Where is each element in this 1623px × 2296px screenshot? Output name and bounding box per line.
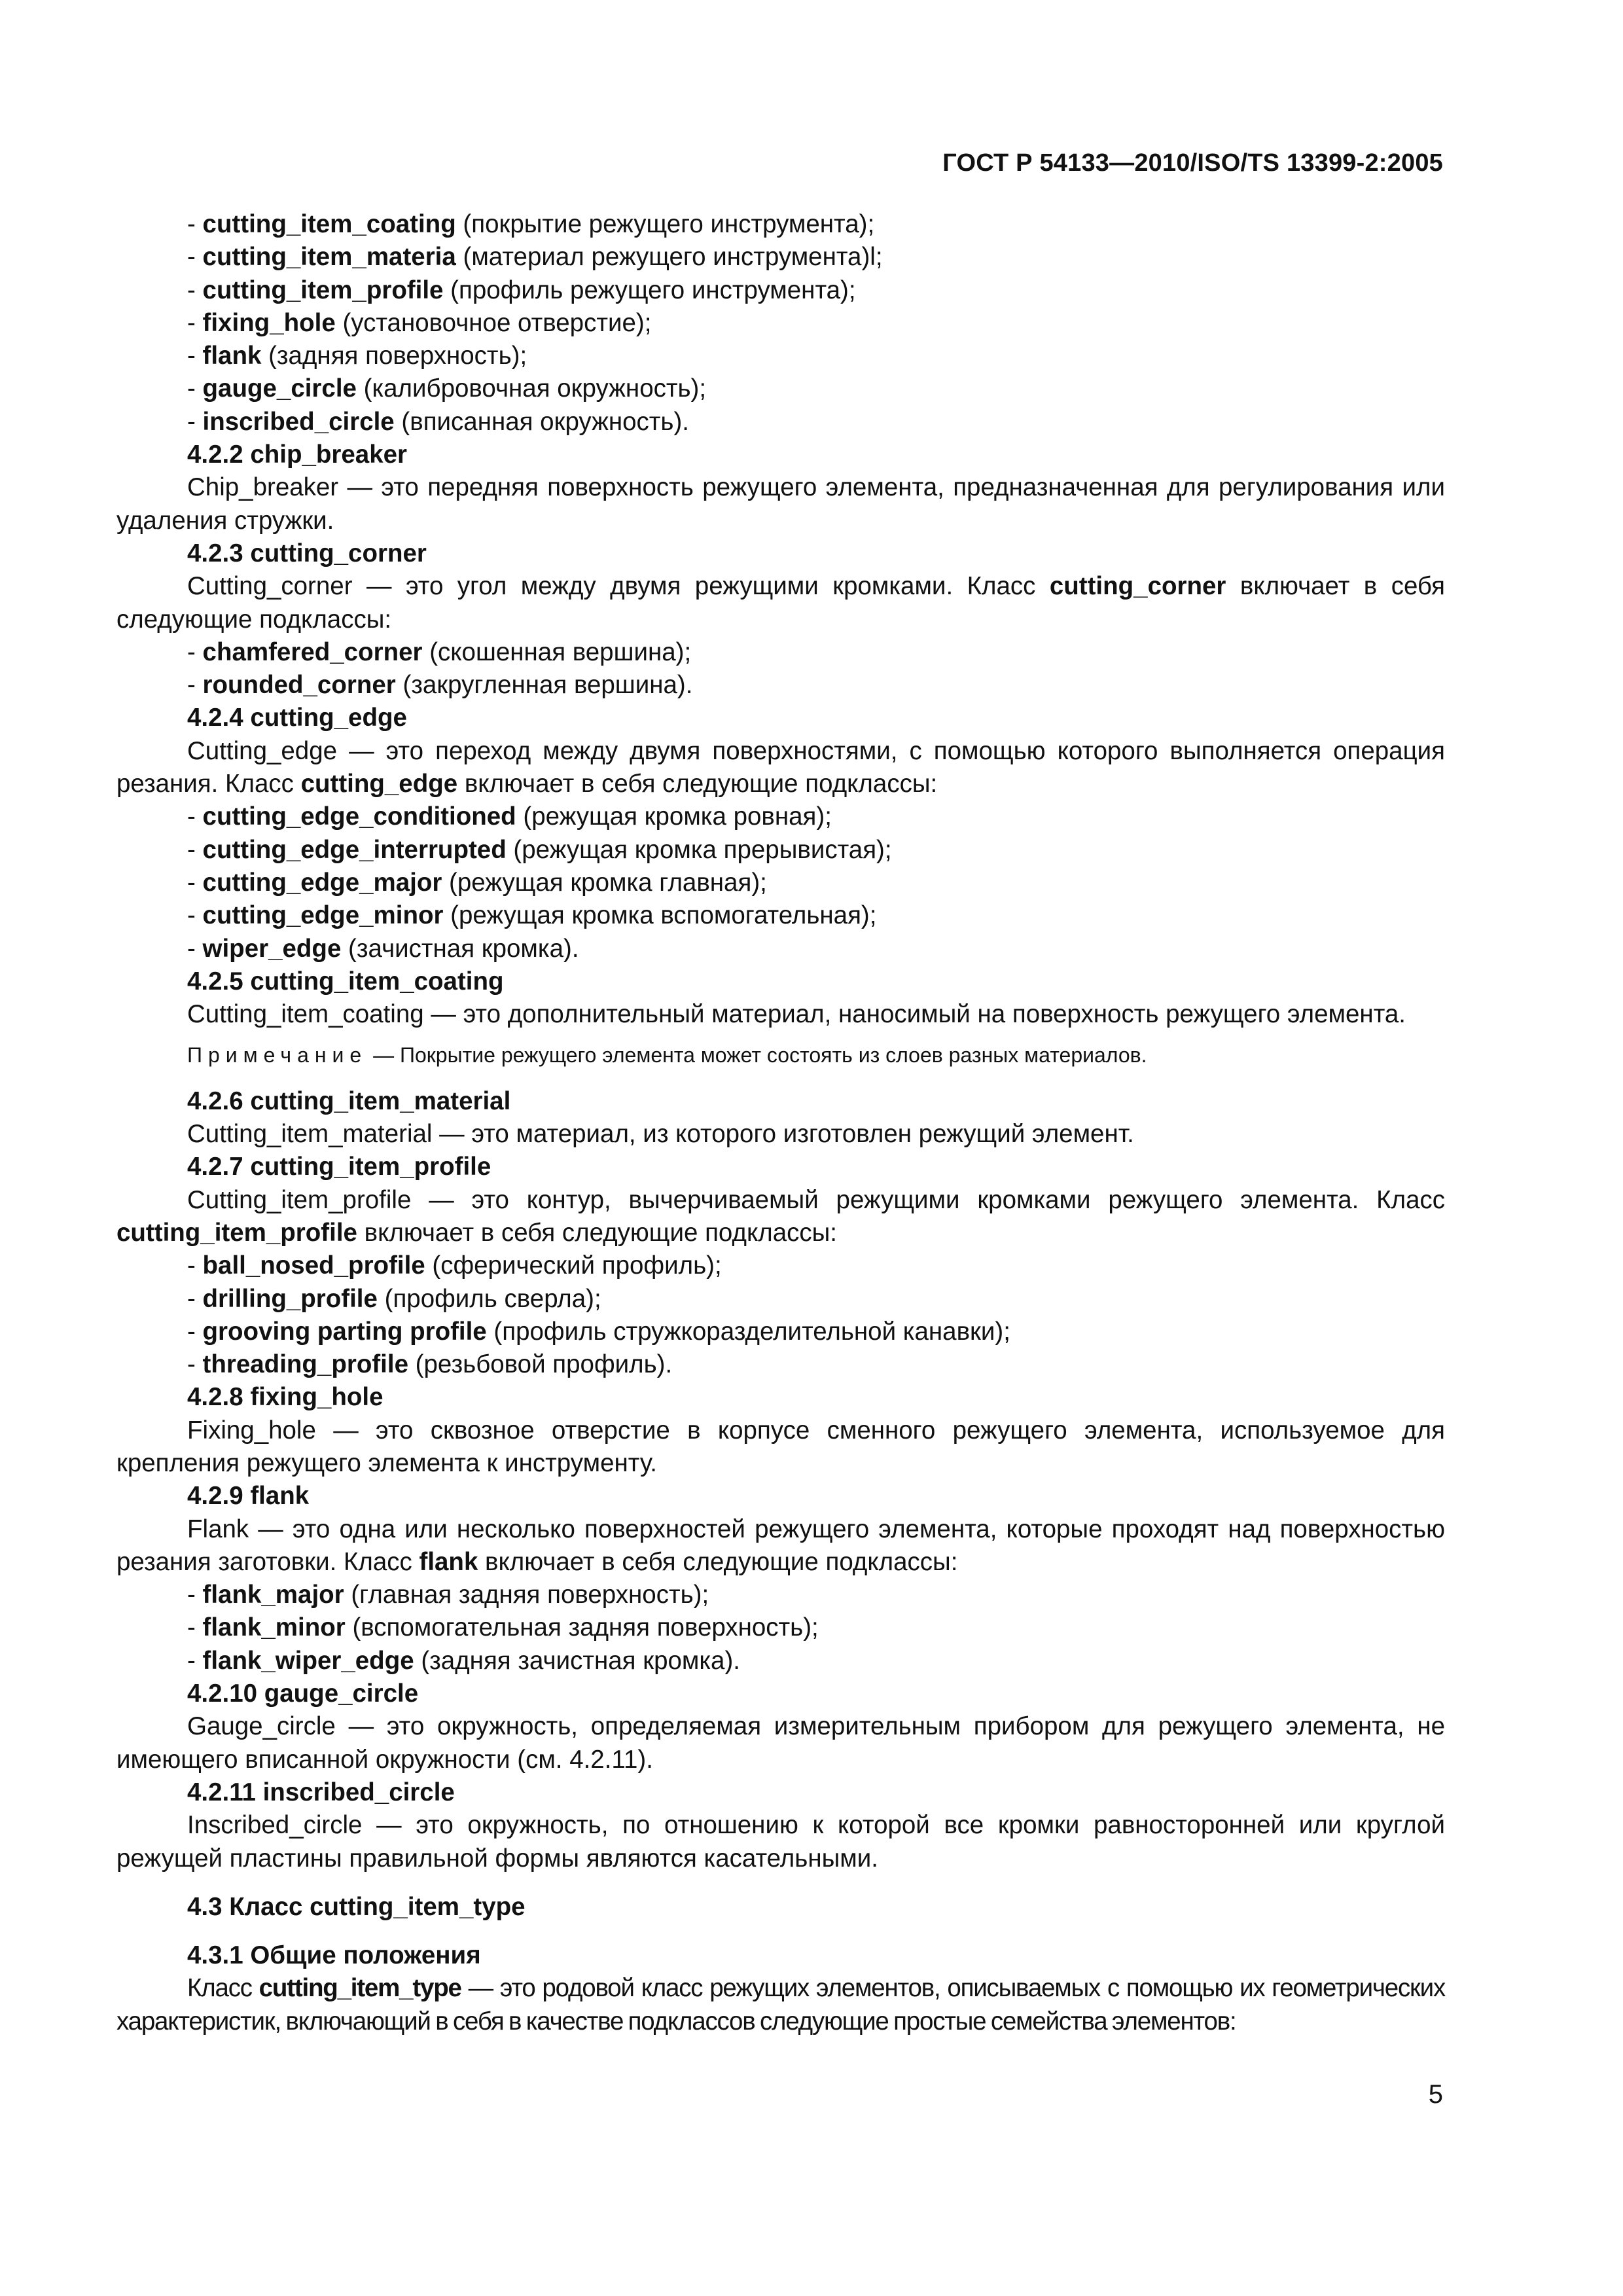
list-item: - threading_profile (резьбовой профиль). — [187, 1350, 673, 1379]
section-text: Cutting_item_material — это материал, из которого изготовлен режущий элемент. — [187, 1120, 1134, 1149]
section-text: Cutting_edge — это переход между двумя поверхностями, с помощью которого выполняется операция резания. Класс cutting_edge включает в себя следующие подклассы: — [116, 736, 1445, 798]
section-text: Fixing_hole — это сквозное отверстие в корпусе сменного режущего элемента, используемое для крепления режущего элемента к инструменту. — [116, 1416, 1445, 1477]
list-item: - drilling_profile (профиль сверла); — [187, 1284, 601, 1313]
page-number: 5 — [1428, 2080, 1443, 2109]
list-item: - flank_major (главная задняя поверхность); — [187, 1581, 709, 1609]
section-heading: 4.2.6 cutting_item_material — [187, 1086, 511, 1115]
page-content — [116, 208, 1445, 2038]
list-item: - flank (задняя поверхность); — [187, 342, 527, 370]
list-item: - flank_minor (вспомогательная задняя поверхность); — [187, 1613, 819, 1642]
section-text: Cutting_item_coating — это дополнительный материал, наносимый на поверхность режущего элемента. — [187, 1000, 1406, 1029]
section-heading: 4.2.4 cutting_edge — [187, 704, 407, 732]
list-item: - rounded_corner (закругленная вершина). — [187, 671, 693, 700]
section-heading: 4.3.1 Общие положения — [187, 1941, 481, 1970]
list-item: - ball_nosed_profile (сферический профиль); — [187, 1251, 722, 1280]
list-item: - gauge_circle (калибровочная окружность); — [187, 374, 707, 403]
section-text: Класс cutting_item_type — это родовой класс режущих элементов, описываемых с помощью их геометрических характеристик, включающий в себя в качестве подклассов следующие простые семейства элементов: — [116, 1974, 1445, 2036]
list-item: - cutting_item_profile (профиль режущего инструмента); — [187, 276, 856, 304]
list-item: - flank_wiper_edge (задняя зачистная кромка). — [187, 1646, 740, 1675]
section-text: Gauge_circle — это окружность, определяемая измерительным прибором для режущего элемента, не имеющего вписанной окружности (см. 4.2.11). — [116, 1712, 1445, 1774]
list-item: - cutting_edge_major (режущая кромка главная); — [187, 868, 767, 897]
section-text: Chip_breaker — это передняя поверхность режущего элемента, предназначенная для регулирования или удаления стружки. — [116, 473, 1445, 535]
section-heading: 4.2.5 cutting_item_coating — [187, 967, 504, 996]
standard-header: ГОСТ Р 54133—2010/ISO/TS 13399-2:2005 — [942, 149, 1443, 177]
section-text: Cutting_item_profile — это контур, вычерчиваемый режущими кромками режущего элемента. Класс cutting_item_profile включает в себя следующие подклассы: — [116, 1185, 1445, 1247]
section-heading: 4.2.3 cutting_corner — [187, 539, 427, 567]
section-text: Inscribed_circle — это окружность, по отношению к которой все кромки равносторонней или круглой режущей пластины правильной формы являются касательными. — [116, 1811, 1445, 1873]
section-heading: 4.2.10 gauge_circle — [187, 1679, 419, 1708]
note-label: Примечание — [187, 1043, 368, 1067]
class-list — [116, 208, 1445, 439]
note: Примечание — Покрытие режущего элемента может состоять из слоев разных материалов. — [187, 1043, 1147, 1067]
section-heading: 4.2.8 fixing_hole — [187, 1383, 383, 1412]
list-item: - cutting_item_materia (материал режущего инструмента)l; — [187, 243, 883, 272]
list-item: - cutting_edge_minor (режущая кромка вспомогательная); — [187, 901, 877, 930]
section-heading: 4.3 Класс cutting_item_type — [187, 1892, 526, 1921]
section-text: Flank — это одна или несколько поверхностей режущего элемента, которые проходят над поверхностью резания заготовки. Класс flank включает в себя следующие подклассы: — [116, 1515, 1445, 1576]
list-item: - inscribed_circle (вписанная окружность). — [187, 407, 689, 436]
section-heading: 4.2.11 inscribed_circle — [187, 1778, 455, 1806]
section-heading: 4.2.7 cutting_item_profile — [187, 1153, 491, 1181]
section-text: Cutting_corner — это угол между двумя режущими кромками. Класс cutting_corner включает в себя следующие подклассы: — [116, 572, 1445, 634]
list-item: - grooving parting profile (профиль стружкоразделительной канавки); — [187, 1317, 1010, 1346]
list-item: - fixing_hole (установочное отверстие); — [187, 308, 652, 337]
list-item: - wiper_edge (зачистная кромка). — [187, 934, 579, 963]
section-heading: 4.2.9 flank — [187, 1482, 310, 1511]
list-item: - chamfered_corner (скошенная вершина); — [187, 637, 692, 666]
section-heading: 4.2.2 chip_breaker — [187, 440, 408, 469]
list-item: - cutting_edge_interrupted (режущая кромка прерывистая); — [187, 835, 892, 864]
list-item: - cutting_item_coating (покрытие режущего инструмента); — [187, 210, 875, 238]
list-item: - cutting_edge_conditioned (режущая кромка ровная); — [187, 802, 832, 831]
